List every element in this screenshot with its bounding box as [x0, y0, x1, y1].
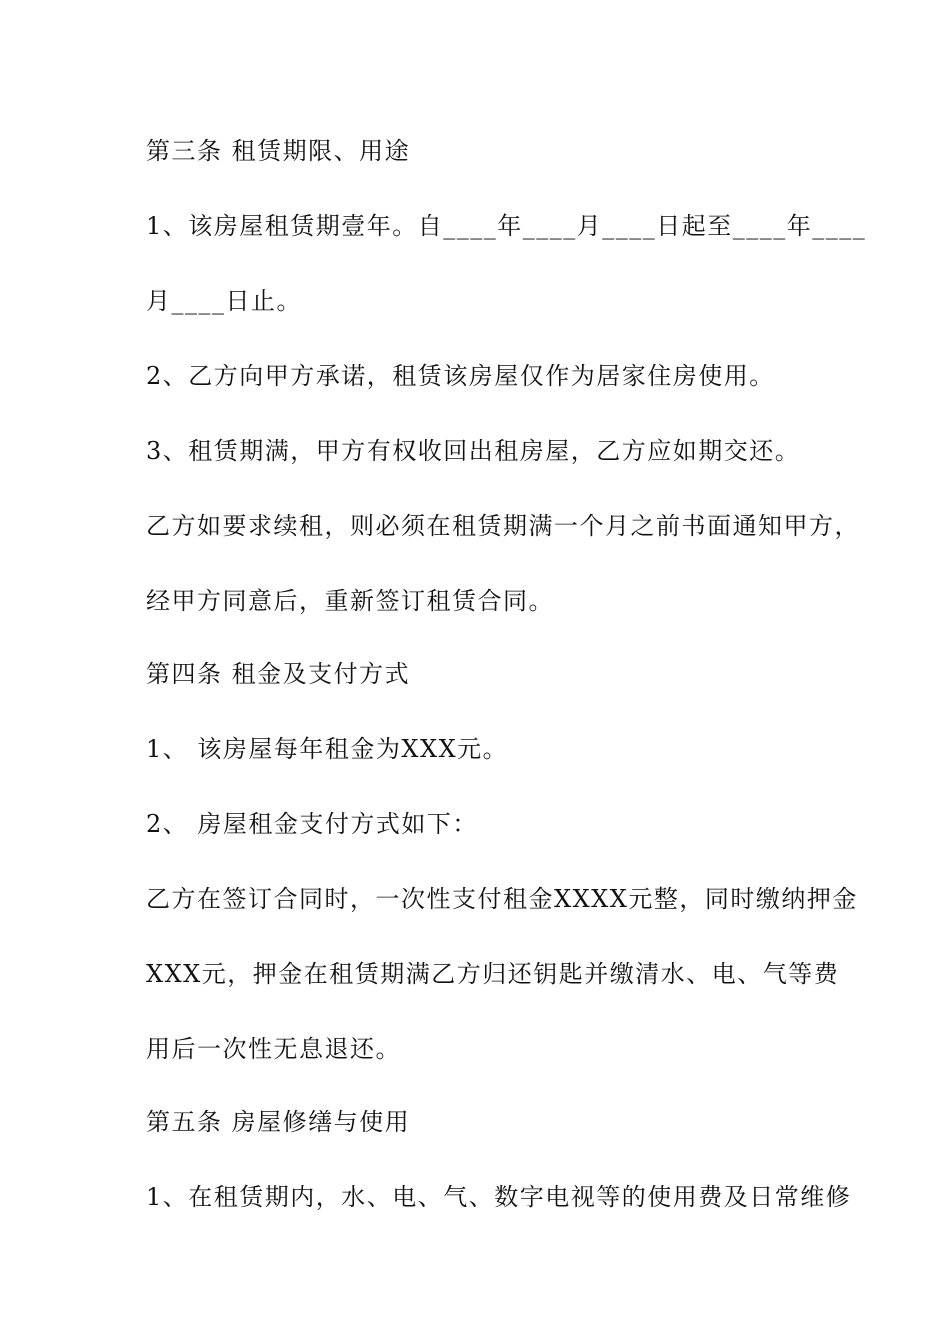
- clause-5-1-line-1: 1、在租赁期内，水、电、气、数字电视等的使用费及日常维修: [146, 1183, 852, 1211]
- renewal-paragraph-line-2: 经甲方同意后，重新签订租赁合同。: [146, 587, 554, 615]
- section-heading-5: 第五条 房屋修缮与使用: [146, 1108, 411, 1136]
- payment-paragraph-line-2: XXX元，押金在租赁期满乙方归还钥匙并缴清水、电、气等费: [146, 960, 840, 988]
- section-heading-3: 第三条 租赁期限、用途: [146, 137, 411, 165]
- clause-3-1-line-2: 月____日止。: [146, 287, 302, 315]
- clause-3-1-line-1: 1、该房屋租赁期壹年。自____年____月____日起至____年____: [146, 212, 867, 240]
- clause-4-1: 1、 该房屋每年租金为XXX元。: [146, 735, 509, 763]
- renewal-paragraph-line-1: 乙方如要求续租，则必须在租赁期满一个月之前书面通知甲方，: [146, 512, 860, 540]
- clause-3-2: 2、乙方向甲方承诺，租赁该房屋仅作为居家住房使用。: [146, 362, 775, 390]
- clause-4-2: 2、 房屋租金支付方式如下：: [146, 810, 478, 838]
- clause-3-3: 3、租赁期满，甲方有权收回出租房屋，乙方应如期交还。: [146, 437, 801, 465]
- section-heading-4: 第四条 租金及支付方式: [146, 660, 411, 688]
- payment-paragraph-line-1: 乙方在签订合同时，一次性支付租金XXXX元整，同时缴纳押金: [146, 885, 858, 913]
- payment-paragraph-line-3: 用后一次性无息退还。: [146, 1035, 401, 1063]
